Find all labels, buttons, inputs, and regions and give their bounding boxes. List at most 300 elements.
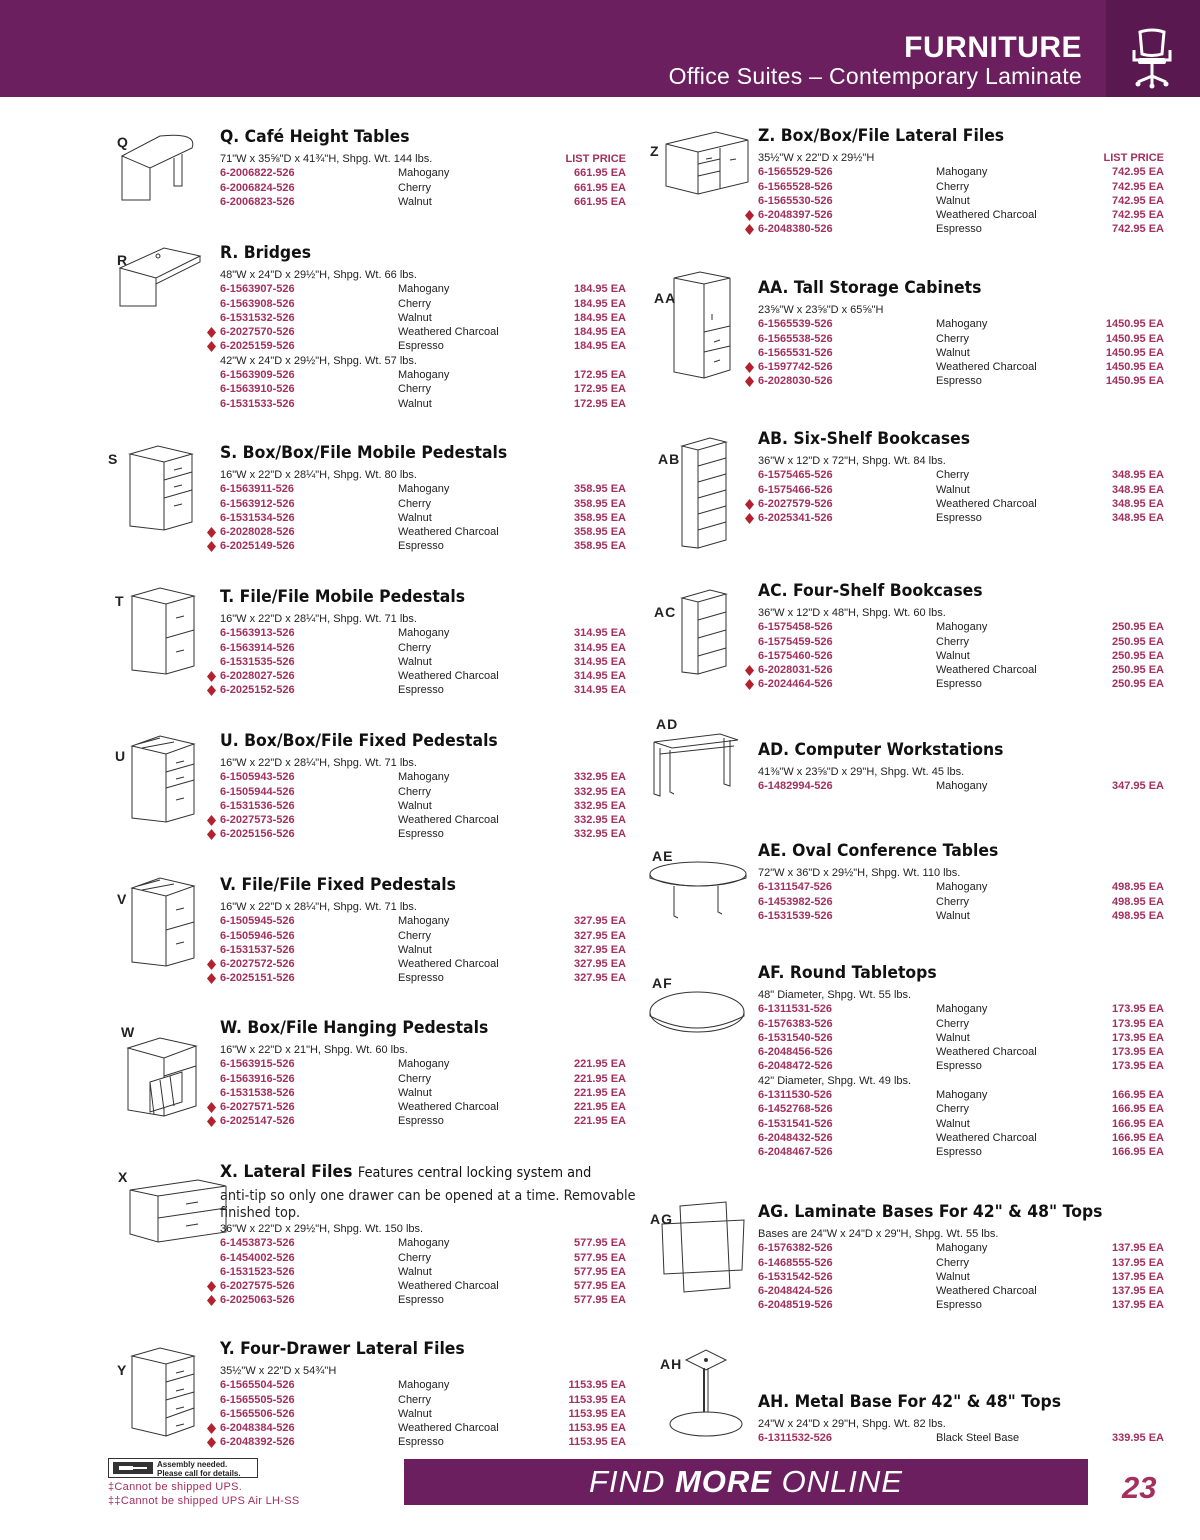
sku-row (758, 909, 1164, 923)
sku-number[interactable]: 6-2048392-526 (220, 1436, 295, 1449)
finish-name: Mahogany (398, 1379, 450, 1392)
list-price: 577.95 EA (574, 1237, 626, 1250)
sku-number[interactable]: 6-1563915-526 (220, 1058, 295, 1071)
product-lines (220, 468, 626, 554)
sku-row (220, 181, 626, 195)
product-title (220, 731, 498, 751)
sku-number[interactable]: 6-2025149-526 (220, 540, 295, 553)
six-shelf-bookcase-drawing (680, 436, 728, 550)
list-price: 314.95 EA (574, 670, 626, 683)
product-spec: 42" Diameter, Shpg. Wt. 49 lbs. (758, 1074, 912, 1087)
finish-name: Weathered Charcoal (398, 1101, 499, 1114)
sku-number[interactable]: 6-1311547-526 (758, 881, 833, 894)
list-price: 314.95 EA (574, 627, 626, 640)
page-title: FURNITURE (904, 31, 1082, 64)
sku-number[interactable]: 6-2028031-526 (758, 664, 833, 677)
sku-row (758, 1088, 1164, 1102)
list-price: 742.95 EA (1112, 194, 1164, 207)
cannot-ship-diamond-icon (745, 210, 754, 221)
fixed-pedestal-drawing (130, 734, 198, 826)
product-spec: 16"W x 22"D x 28¼"H, Shpg. Wt. 71 lbs. (220, 613, 417, 625)
product-lines (220, 152, 626, 209)
product-description-line: anti-tip so only one drawer can be opened at a time. Removable (220, 1188, 636, 1204)
sku-number[interactable]: 6-2028028-526 (220, 526, 295, 539)
four-drawer-lateral-drawing (130, 1346, 196, 1438)
list-price: 348.95 EA (1112, 483, 1164, 496)
finish-name: Espresso (936, 678, 982, 691)
sku-number[interactable]: 6-1565529-526 (758, 166, 833, 179)
sku-number[interactable]: 6-2025341-526 (758, 512, 833, 525)
product-spec: 48" Diameter, Shpg. Wt. 55 lbs. (758, 989, 912, 1001)
sku-number[interactable]: 6-1575458-526 (758, 621, 833, 634)
product-spec: 36"W x 12"D x 72"H, Shpg. Wt. 84 lbs. (758, 455, 946, 467)
finish-name: Espresso (936, 1146, 982, 1159)
finish-name: Black Steel Base (936, 1432, 1020, 1445)
sku-number[interactable]: 6-1575466-526 (758, 483, 833, 496)
list-price: 166.95 EA (1112, 1089, 1164, 1102)
product-title (220, 875, 456, 895)
sku-row (758, 1031, 1164, 1045)
sku-row (758, 1256, 1164, 1270)
sku-number[interactable]: 6-2048519-526 (758, 1299, 833, 1312)
ups-note: ‡Cannot be shipped UPS. (108, 1481, 243, 1493)
list-price: 327.95 EA (574, 929, 626, 942)
finish-name: Cherry (398, 181, 432, 194)
product-spec: 41⅜"W x 23⅝"D x 29"H, Shpg. Wt. 45 lbs. (758, 766, 965, 778)
fixed-file-pedestal-drawing (130, 876, 198, 970)
list-price: 184.95 EA (574, 340, 626, 353)
sku-number[interactable]: 6-1311531-526 (758, 1003, 833, 1016)
sku-row (220, 626, 626, 640)
sku-number[interactable]: 6-1563914-526 (220, 641, 295, 654)
sku-number[interactable]: 6-2024464-526 (758, 678, 833, 691)
product-title-text: U. Box/Box/File Fixed Pedestals (220, 731, 498, 751)
product-spec (220, 152, 626, 166)
sku-row (758, 1002, 1164, 1016)
sku-number[interactable]: 6-1531537-526 (220, 943, 295, 956)
finish-name: Weathered Charcoal (936, 1131, 1037, 1144)
cannot-ship-diamond-icon (745, 513, 754, 524)
list-price: 173.95 EA (1112, 1031, 1164, 1044)
product-title-text: AB. Six-Shelf Bookcases (758, 429, 971, 449)
product-lines (220, 756, 626, 842)
sku-row (758, 1045, 1164, 1059)
sku-number[interactable]: 6-1452768-526 (758, 1103, 833, 1116)
product-lines (758, 303, 1164, 389)
cannot-ship-diamond-icon (207, 1102, 216, 1113)
sku-row (220, 1236, 626, 1250)
finish-name: Mahogany (936, 318, 988, 331)
sku-number[interactable]: 6-2025152-526 (220, 684, 295, 697)
sku-row (220, 511, 626, 525)
sku-row (220, 683, 626, 697)
finish-name: Walnut (398, 311, 432, 324)
sku-number[interactable]: 6-1531535-526 (220, 655, 295, 668)
product-title (220, 243, 311, 263)
product-title-text: Z. Box/Box/File Lateral Files (758, 126, 1005, 146)
list-price: 348.95 EA (1112, 512, 1164, 525)
sku-number[interactable]: 6-1563912-526 (220, 497, 295, 510)
sku-row (220, 1072, 626, 1086)
list-price: 1153.95 EA (568, 1393, 626, 1406)
item-letter: Q (117, 134, 129, 150)
sku-row (758, 374, 1164, 388)
finish-name: Walnut (398, 397, 432, 410)
product-title (758, 278, 981, 298)
sku-number[interactable]: 6-1575465-526 (758, 469, 833, 482)
finish-name: Cherry (398, 929, 432, 942)
list-price: 498.95 EA (1112, 881, 1164, 894)
sku-row (758, 317, 1164, 331)
list-price: 358.95 EA (574, 540, 626, 553)
sku-number[interactable]: 6-1565539-526 (758, 318, 833, 331)
sku-row (220, 813, 626, 827)
item-letter: AD (656, 716, 679, 732)
product-spec: 35½"W x 22"D x 54¾"H (220, 1365, 337, 1377)
list-price: 184.95 EA (574, 283, 626, 296)
cannot-ship-diamond-icon (207, 1423, 216, 1434)
finish-name: Cherry (398, 1393, 432, 1406)
list-price: 661.95 EA (574, 181, 626, 194)
sku-number[interactable]: 6-1576382-526 (758, 1242, 833, 1255)
item-letter: AC (654, 604, 677, 620)
list-price-header: LIST PRICE (1103, 152, 1164, 164)
sku-number[interactable]: 6-2027572-526 (220, 958, 295, 971)
list-price: 327.95 EA (574, 958, 626, 971)
product-title-text: AA. Tall Storage Cabinets (758, 278, 982, 298)
list-price: 137.95 EA (1112, 1285, 1164, 1298)
sku-row (758, 332, 1164, 346)
sku-number[interactable]: 6-2025147-526 (220, 1115, 295, 1128)
sku-number[interactable]: 6-2006824-526 (220, 181, 295, 194)
sku-number[interactable]: 6-2048472-526 (758, 1060, 833, 1073)
sku-number[interactable]: 6-1505946-526 (220, 929, 295, 942)
sku-number[interactable]: 6-1454002-526 (220, 1251, 295, 1264)
sku-number[interactable]: 6-1565531-526 (758, 346, 833, 359)
sku-number[interactable]: 6-2048467-526 (758, 1146, 833, 1159)
sku-row (220, 166, 626, 180)
sku-row (220, 1293, 626, 1307)
product-description-line: finished top. (220, 1205, 301, 1221)
product-lines (758, 988, 1164, 1160)
sku-row (758, 677, 1164, 691)
sku-number[interactable]: 6-2048397-526 (758, 209, 833, 222)
list-price: 1153.95 EA (568, 1422, 626, 1435)
sku-number[interactable]: 6-1468555-526 (758, 1256, 833, 1269)
product-title-text: Y. Four-Drawer Lateral Files (220, 1339, 465, 1359)
sku-number[interactable]: 6-2027579-526 (758, 497, 833, 510)
banner-text-pre: FIND (589, 1464, 675, 1499)
sku-number[interactable]: 6-1597742-526 (758, 361, 833, 374)
product-spec: 72"W x 36"D x 29½"H, Shpg. Wt. 110 lbs. (758, 867, 961, 879)
product-title (220, 1018, 488, 1038)
sku-row (758, 511, 1164, 525)
sku-row (220, 325, 626, 339)
sku-number[interactable]: 6-2027571-526 (220, 1101, 295, 1114)
sku-row (758, 208, 1164, 222)
sku-number[interactable]: 6-1565505-526 (220, 1393, 295, 1406)
finish-name: Mahogany (936, 881, 988, 894)
banner-text-post: ONLINE (771, 1464, 903, 1499)
sku-row (758, 165, 1164, 179)
list-price: 1450.95 EA (1105, 375, 1164, 388)
finish-name: Cherry (936, 635, 970, 648)
sku-number[interactable]: 6-1531523-526 (220, 1265, 295, 1278)
sku-row (220, 397, 626, 411)
sku-number[interactable]: 6-1531538-526 (220, 1086, 295, 1099)
sku-row (220, 539, 626, 553)
sku-row (220, 943, 626, 957)
sku-number[interactable]: 6-2027570-526 (220, 326, 295, 339)
list-price: 1450.95 EA (1105, 332, 1164, 345)
sku-number[interactable]: 6-2027575-526 (220, 1280, 295, 1293)
finish-name: Cherry (936, 332, 970, 345)
sku-row (220, 641, 626, 655)
list-price: 137.95 EA (1112, 1256, 1164, 1269)
list-price: 348.95 EA (1112, 497, 1164, 510)
finish-name: Cherry (936, 1103, 970, 1116)
product-lines (758, 765, 1164, 794)
product-title (758, 963, 937, 983)
sku-row (758, 194, 1164, 208)
sku-number[interactable]: 6-1531533-526 (220, 397, 295, 410)
list-price: 1450.95 EA (1105, 318, 1164, 331)
finish-name: Walnut (398, 1086, 432, 1099)
product-lines (758, 454, 1164, 525)
sku-number[interactable]: 6-1575459-526 (758, 635, 833, 648)
product-title-text: AD. Computer Workstations (758, 740, 1004, 760)
sku-number[interactable]: 6-1531539-526 (758, 909, 833, 922)
sku-number[interactable]: 6-2025151-526 (220, 972, 295, 985)
sku-number[interactable]: 6-1531532-526 (220, 311, 295, 324)
sku-number[interactable]: 6-1563913-526 (220, 627, 295, 640)
sku-number[interactable]: 6-2025063-526 (220, 1294, 295, 1307)
finish-name: Walnut (398, 799, 432, 812)
sku-row (220, 1279, 626, 1293)
sku-number[interactable]: 6-1575460-526 (758, 649, 833, 662)
list-price: 358.95 EA (574, 497, 626, 510)
list-price: 184.95 EA (574, 297, 626, 310)
list-price: 314.95 EA (574, 684, 626, 697)
sku-row (220, 1378, 626, 1392)
cannot-ship-diamond-icon (207, 541, 216, 552)
finish-name: Cherry (936, 895, 970, 908)
sku-number[interactable]: 6-1576383-526 (758, 1017, 833, 1030)
cannot-ship-diamond-icon (207, 829, 216, 840)
sku-row (758, 222, 1164, 236)
sku-number[interactable]: 6-2048424-526 (758, 1285, 833, 1298)
sku-row (758, 497, 1164, 511)
sku-number[interactable]: 6-1563907-526 (220, 283, 295, 296)
cannot-ship-diamond-icon (207, 973, 216, 984)
sku-row (220, 971, 626, 985)
finish-name: Mahogany (936, 166, 988, 179)
sku-row (220, 311, 626, 325)
finish-name: Espresso (398, 1294, 444, 1307)
list-price: 327.95 EA (574, 943, 626, 956)
computer-workstation-drawing (650, 732, 742, 802)
sku-number[interactable]: 6-1565506-526 (220, 1407, 295, 1420)
sku-row (220, 799, 626, 813)
sku-row (758, 1017, 1164, 1031)
finish-name: Weathered Charcoal (936, 1046, 1037, 1059)
list-price: 166.95 EA (1112, 1117, 1164, 1130)
finish-name: Cherry (398, 497, 432, 510)
sku-number[interactable]: 6-1505945-526 (220, 915, 295, 928)
sku-row (220, 368, 626, 382)
list-price: 1153.95 EA (568, 1379, 626, 1392)
sku-number[interactable]: 6-2048456-526 (758, 1046, 833, 1059)
finish-name: Espresso (398, 1115, 444, 1128)
sku-number[interactable]: 6-2006822-526 (220, 167, 295, 180)
sku-row (220, 482, 626, 496)
list-price: 348.95 EA (1112, 469, 1164, 482)
sku-row (220, 1407, 626, 1421)
list-price: 221.95 EA (574, 1115, 626, 1128)
screwdriver-icon (113, 1462, 153, 1474)
sku-number[interactable]: 6-1505943-526 (220, 771, 295, 784)
item-letter: R (117, 252, 129, 268)
sku-number[interactable]: 6-2027573-526 (220, 814, 295, 827)
product-spec: 16"W x 22"D x 28¼"H, Shpg. Wt. 80 lbs. (220, 469, 417, 481)
finish-name: Cherry (398, 641, 432, 654)
sku-number[interactable]: 6-1565538-526 (758, 332, 833, 345)
list-price: 314.95 EA (574, 641, 626, 654)
sku-row (758, 1270, 1164, 1284)
finish-name: Weathered Charcoal (936, 209, 1037, 222)
sku-number[interactable]: 6-2048432-526 (758, 1131, 833, 1144)
finish-name: Mahogany (936, 1089, 988, 1102)
finish-name: Walnut (936, 649, 970, 662)
item-letter: AA (654, 290, 677, 306)
finish-name: Walnut (936, 483, 970, 496)
chair-icon (1130, 28, 1174, 90)
sku-number[interactable]: 6-2048384-526 (220, 1422, 295, 1435)
list-price: 250.95 EA (1112, 635, 1164, 648)
product-lines (758, 1417, 1164, 1446)
product-lines (220, 612, 626, 698)
sku-row (220, 957, 626, 971)
sku-number[interactable]: 6-1563910-526 (220, 383, 295, 396)
sku-number[interactable]: 6-2006823-526 (220, 195, 295, 208)
sku-row (220, 497, 626, 511)
sku-number[interactable]: 6-1482994-526 (758, 780, 833, 793)
list-price: 742.95 EA (1112, 209, 1164, 222)
sku-number[interactable]: 6-1453873-526 (220, 1237, 295, 1250)
page-subtitle: Office Suites – Contemporary Laminate (668, 63, 1082, 89)
product-lines (220, 1364, 626, 1450)
sku-row (220, 655, 626, 669)
product-lines (220, 1188, 636, 1308)
sku-number[interactable]: 6-1531541-526 (758, 1117, 833, 1130)
sku-number[interactable]: 6-2025156-526 (220, 828, 295, 841)
product-title-text: AF. Round Tabletops (758, 963, 937, 983)
finish-name: Weathered Charcoal (936, 664, 1037, 677)
product-title (758, 1202, 1102, 1222)
product-spec-text: 71"W x 35⅝"D x 41¾"H, Shpg. Wt. 144 lbs. (220, 153, 433, 165)
product-description: Features central locking system and (357, 1165, 592, 1181)
sku-number[interactable]: 6-2028027-526 (220, 670, 295, 683)
sku-number[interactable]: 6-1565530-526 (758, 194, 833, 207)
sku-number[interactable]: 6-1505944-526 (220, 785, 295, 798)
cannot-ship-diamond-icon (207, 1437, 216, 1448)
sku-number[interactable]: 6-2025159-526 (220, 340, 295, 353)
finish-name: Mahogany (398, 1237, 450, 1250)
sku-number[interactable]: 6-1531540-526 (758, 1031, 833, 1044)
sku-row (220, 525, 626, 539)
sku-number[interactable]: 6-1565504-526 (220, 1379, 295, 1392)
finish-name: Espresso (936, 512, 982, 525)
sku-number[interactable]: 6-1563909-526 (220, 369, 295, 382)
list-price: 332.95 EA (574, 828, 626, 841)
item-letter: U (115, 748, 127, 764)
sku-number[interactable]: 6-1531534-526 (220, 511, 295, 524)
sku-number[interactable]: 6-1453982-526 (758, 895, 833, 908)
sku-row (758, 1298, 1164, 1312)
sku-number[interactable]: 6-1531536-526 (220, 799, 295, 812)
sku-number[interactable]: 6-1563908-526 (220, 297, 295, 310)
list-price: 742.95 EA (1112, 180, 1164, 193)
list-price: 166.95 EA (1112, 1146, 1164, 1159)
product-title-text: AC. Four-Shelf Bookcases (758, 581, 983, 601)
list-price: 742.95 EA (1112, 166, 1164, 179)
finish-name: Weathered Charcoal (398, 814, 499, 827)
finish-name: Mahogany (398, 771, 450, 784)
sku-number[interactable]: 6-1311530-526 (758, 1089, 833, 1102)
list-price: 339.95 EA (1112, 1432, 1164, 1445)
page-number: 23 (1122, 1470, 1157, 1505)
sku-number[interactable]: 6-1563911-526 (220, 483, 295, 496)
list-price: 1450.95 EA (1105, 346, 1164, 359)
sku-number[interactable]: 6-1565528-526 (758, 180, 833, 193)
cannot-ship-diamond-icon (207, 685, 216, 696)
product-title (758, 581, 983, 601)
sku-row (220, 1100, 626, 1114)
finish-name: Mahogany (398, 915, 450, 928)
sku-row (220, 785, 626, 799)
list-price: 358.95 EA (574, 511, 626, 524)
item-letter: S (108, 451, 119, 467)
finish-name: Espresso (398, 684, 444, 697)
sku-row (220, 195, 626, 209)
sku-row (758, 1241, 1164, 1255)
sku-row (220, 1251, 626, 1265)
sku-number[interactable]: 6-2048380-526 (758, 223, 833, 236)
sku-number[interactable]: 6-1531542-526 (758, 1270, 833, 1283)
finish-name: Mahogany (936, 1242, 988, 1255)
sku-number[interactable]: 6-1311532-526 (758, 1432, 833, 1445)
find-more-online-banner[interactable] (404, 1459, 1088, 1505)
sku-number[interactable]: 6-2028030-526 (758, 375, 833, 388)
sku-row (220, 382, 626, 396)
sku-row (758, 880, 1164, 894)
sku-row (220, 1265, 626, 1279)
cannot-ship-diamond-icon (207, 959, 216, 970)
sku-number[interactable]: 6-1563916-526 (220, 1072, 295, 1085)
product-lines (758, 866, 1164, 923)
finish-name: Weathered Charcoal (398, 670, 499, 683)
product-title-text: W. Box/File Hanging Pedestals (220, 1018, 489, 1038)
sku-row (758, 649, 1164, 663)
product-title (758, 126, 1004, 146)
list-price: 184.95 EA (574, 311, 626, 324)
item-letter: W (121, 1024, 136, 1040)
cannot-ship-diamond-icon (207, 815, 216, 826)
product-title (220, 443, 507, 463)
finish-name: Cherry (398, 1251, 432, 1264)
sku-row (220, 827, 626, 841)
finish-name: Cherry (398, 297, 432, 310)
